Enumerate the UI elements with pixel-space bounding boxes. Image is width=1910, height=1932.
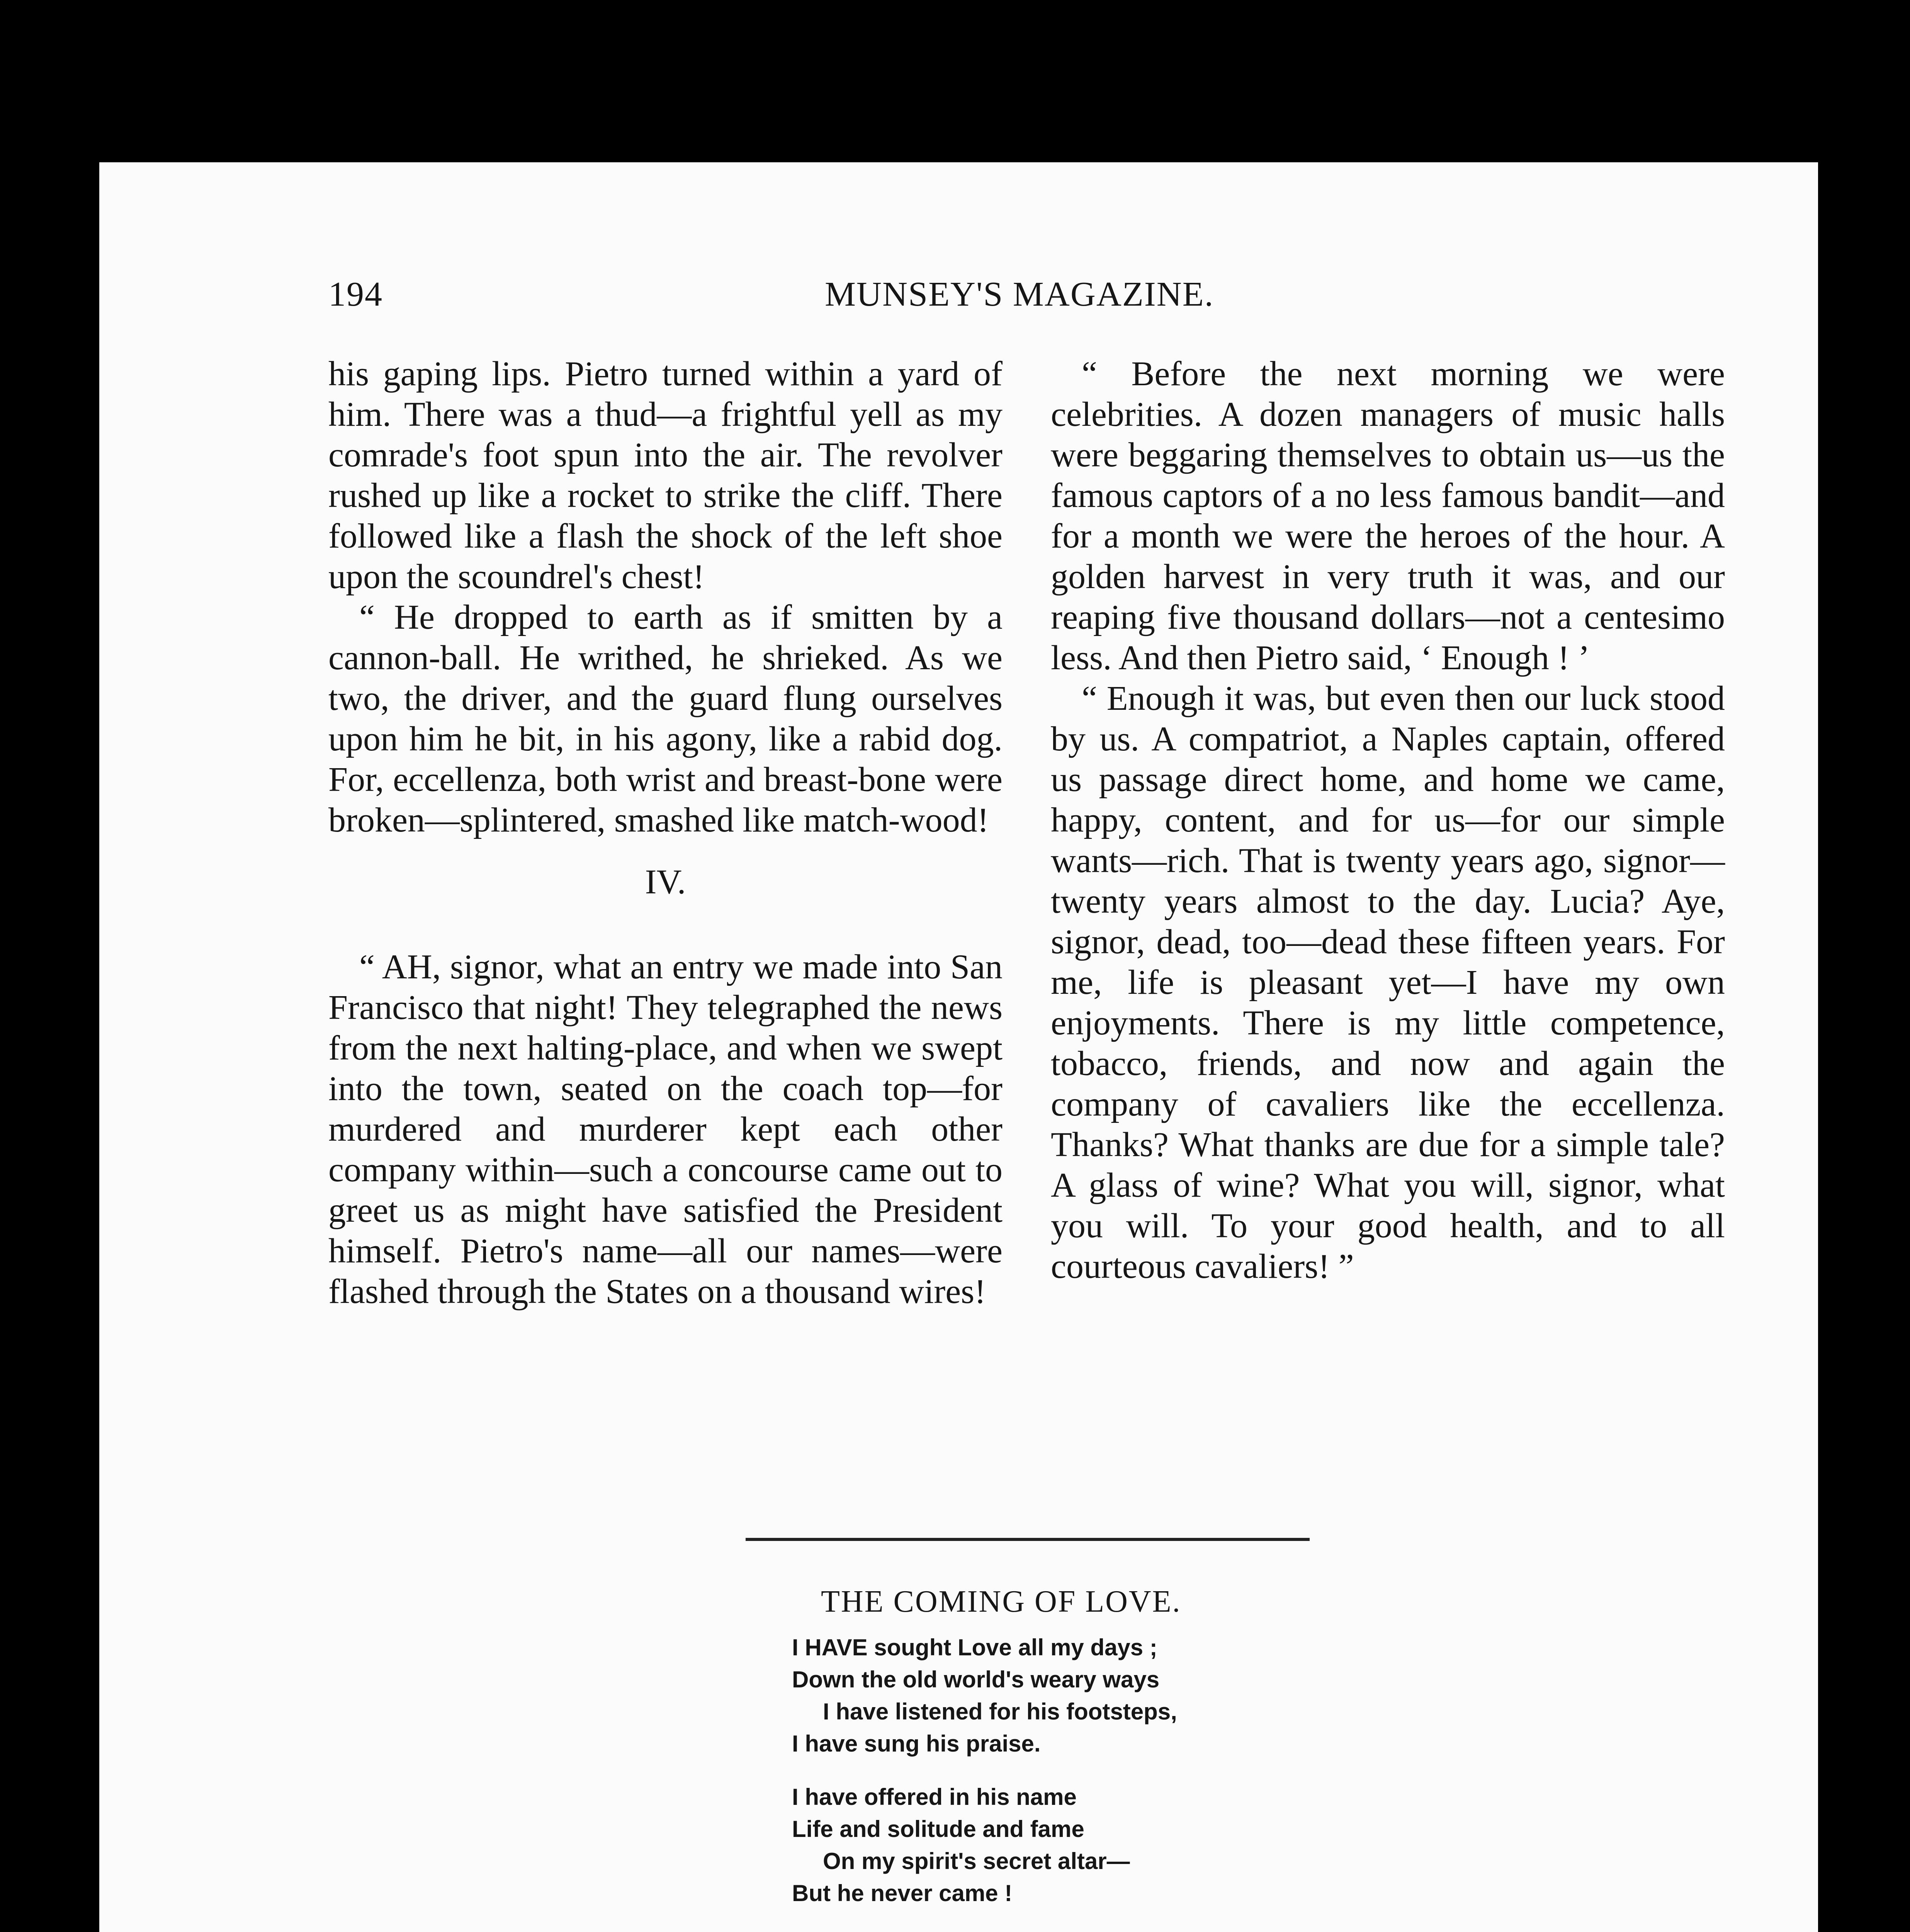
poem-line bbox=[792, 1930, 1449, 1932]
poem-line: Life and solitude and fame bbox=[792, 1816, 1084, 1842]
paragraph: “ Enough it was, but even then our luck stood by us. A compatriot, a Naples captain, offered us passage direct home, and home we came, happy, content, and for us—for our simple wants—rich. That is twenty years ago, signor—twenty years almost to the day. Lucia? Aye, signor, dead, too—dead these fifteen years. For me, life is pleasant yet—I have my own enjoyments. There is my little competence, tobacco, friends, and now and again the company of cavaliers like the eccellenza. Thanks? What thanks are due for a simple tale? A glass of wine? What you will, signor, what you will. To your good health, and to all courteous cavaliers! ” bbox=[1051, 679, 1725, 1286]
stanza bbox=[792, 1631, 1449, 1760]
poem-opening-words: I HAVE bbox=[792, 1634, 868, 1660]
section-heading: IV. bbox=[645, 863, 686, 901]
paragraph: “ He dropped to earth as if smitten by a cannon-ball. He writhed, he shrieked. As we two, the driver, and the guard flung ourselves upon him he bit, in his agony, like a rabid dog. For, eccellenza, both wrist and breast-bone were broken—splintered, smashed like match-wood! bbox=[328, 598, 1003, 839]
divider-rule bbox=[746, 1538, 1310, 1541]
stanza bbox=[792, 1781, 1449, 1909]
poem-line: But he never came ! bbox=[792, 1880, 1013, 1906]
right-column bbox=[1051, 354, 1725, 1287]
paragraph: “ Before the next morning we were celebrities. A dozen managers of music halls were beggaring themselves to obtain us—us the famous captors of a no less famous bandit—and for a month we were the heroes of the hour. A golden harvest in very truth it was, and our reaping five thousand dollars—not a centesimo less. And then Pietro said, ‘ Enough ! ’ bbox=[1051, 355, 1725, 677]
poem-body bbox=[792, 1631, 1449, 1932]
paragraph: his gaping lips. Pietro turned within a yard of him. There was a thud—a frightful yell as my comrade's foot spun into the air. The revolver rushed up like a rocket to strike the cliff. There followed like a flash the shock of the left shoe upon the scoundrel's chest! bbox=[328, 355, 1003, 596]
poem-line bbox=[792, 1631, 1449, 1663]
paragraph: “ AH, signor, what an entry we made into San Francisco that night! They telegraphed the news from the next halting-place, and when we swept into the town, seated on the coach top—for murdered and murderer kept each other company within—such a concourse came out to greet us as might have satisfied the President himself. Pietro's name—all our names—were flashed through the States on a thousand wires! bbox=[328, 948, 1003, 1311]
poem-line: I have listened for his footsteps, bbox=[823, 1699, 1177, 1725]
page-number: 194 bbox=[328, 275, 383, 313]
poem-line: Down the old world's weary ways bbox=[792, 1667, 1160, 1692]
poem-line: On my spirit's secret altar— bbox=[823, 1848, 1130, 1874]
left-column bbox=[328, 354, 1003, 1312]
poem-line-text: sought Love all my days ; bbox=[867, 1634, 1157, 1660]
poem-line: I have offered in his name bbox=[792, 1784, 1077, 1810]
running-head: MUNSEY'S MAGAZINE. bbox=[825, 275, 1214, 313]
stanza bbox=[792, 1930, 1449, 1932]
poem-title: THE COMING OF LOVE. bbox=[821, 1585, 1181, 1619]
poem-line: I have sung his praise. bbox=[792, 1731, 1041, 1757]
